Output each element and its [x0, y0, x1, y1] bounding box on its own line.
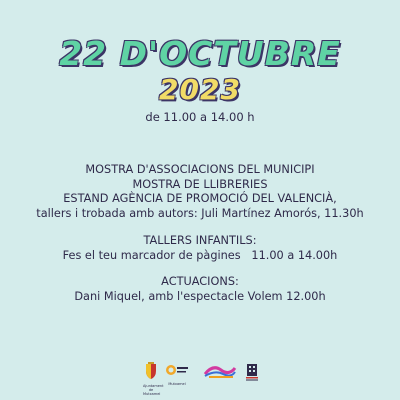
program-line: MOSTRA DE LLIBRERIES: [132, 177, 268, 191]
building-icon: [245, 362, 259, 382]
colorful-mark-icon: [203, 362, 237, 380]
ajuntament-logo: [143, 362, 164, 396]
program-line: MOSTRA D'ASSOCIACIONS DEL MUNICIPI: [85, 163, 315, 176]
program-section-1: [0, 163, 400, 221]
program-line: Dani Miquel, amb l'espectacle Volem 12.00h: [74, 289, 326, 303]
program-line: tallers i trobada amb autors: Juli Martínez Amorós, 11.30h: [36, 206, 364, 220]
program-section-3: [0, 275, 400, 304]
sponsor-logos: [0, 362, 400, 396]
mutxamel-mark-icon: [165, 362, 189, 378]
crest-icon: [143, 362, 159, 380]
event-year: 2023: [159, 73, 241, 106]
section-heading: TALLERS INFANTILS:: [143, 234, 257, 247]
program-line: ESTAND AGÈNCIA DE PROMOCIÓ DEL VALENCIÀ,: [63, 192, 337, 205]
mutxamel-logo: [165, 362, 189, 386]
program-line: Fes el teu marcador de pàgines 11.00 a 14.00h: [62, 248, 338, 262]
mutxamel-label: Mutxamel: [168, 382, 186, 386]
ajuntament-label: Ajuntament de Mutxamel: [143, 384, 164, 396]
building-logo: [245, 362, 259, 386]
event-hours: de 11.00 a 14.00 h: [145, 110, 255, 124]
colorful-logo: [203, 362, 237, 384]
section-heading: ACTUACIONS:: [161, 275, 239, 288]
program-section-2: [0, 234, 400, 263]
event-title: 22 D'OCTUBRE: [59, 34, 341, 73]
